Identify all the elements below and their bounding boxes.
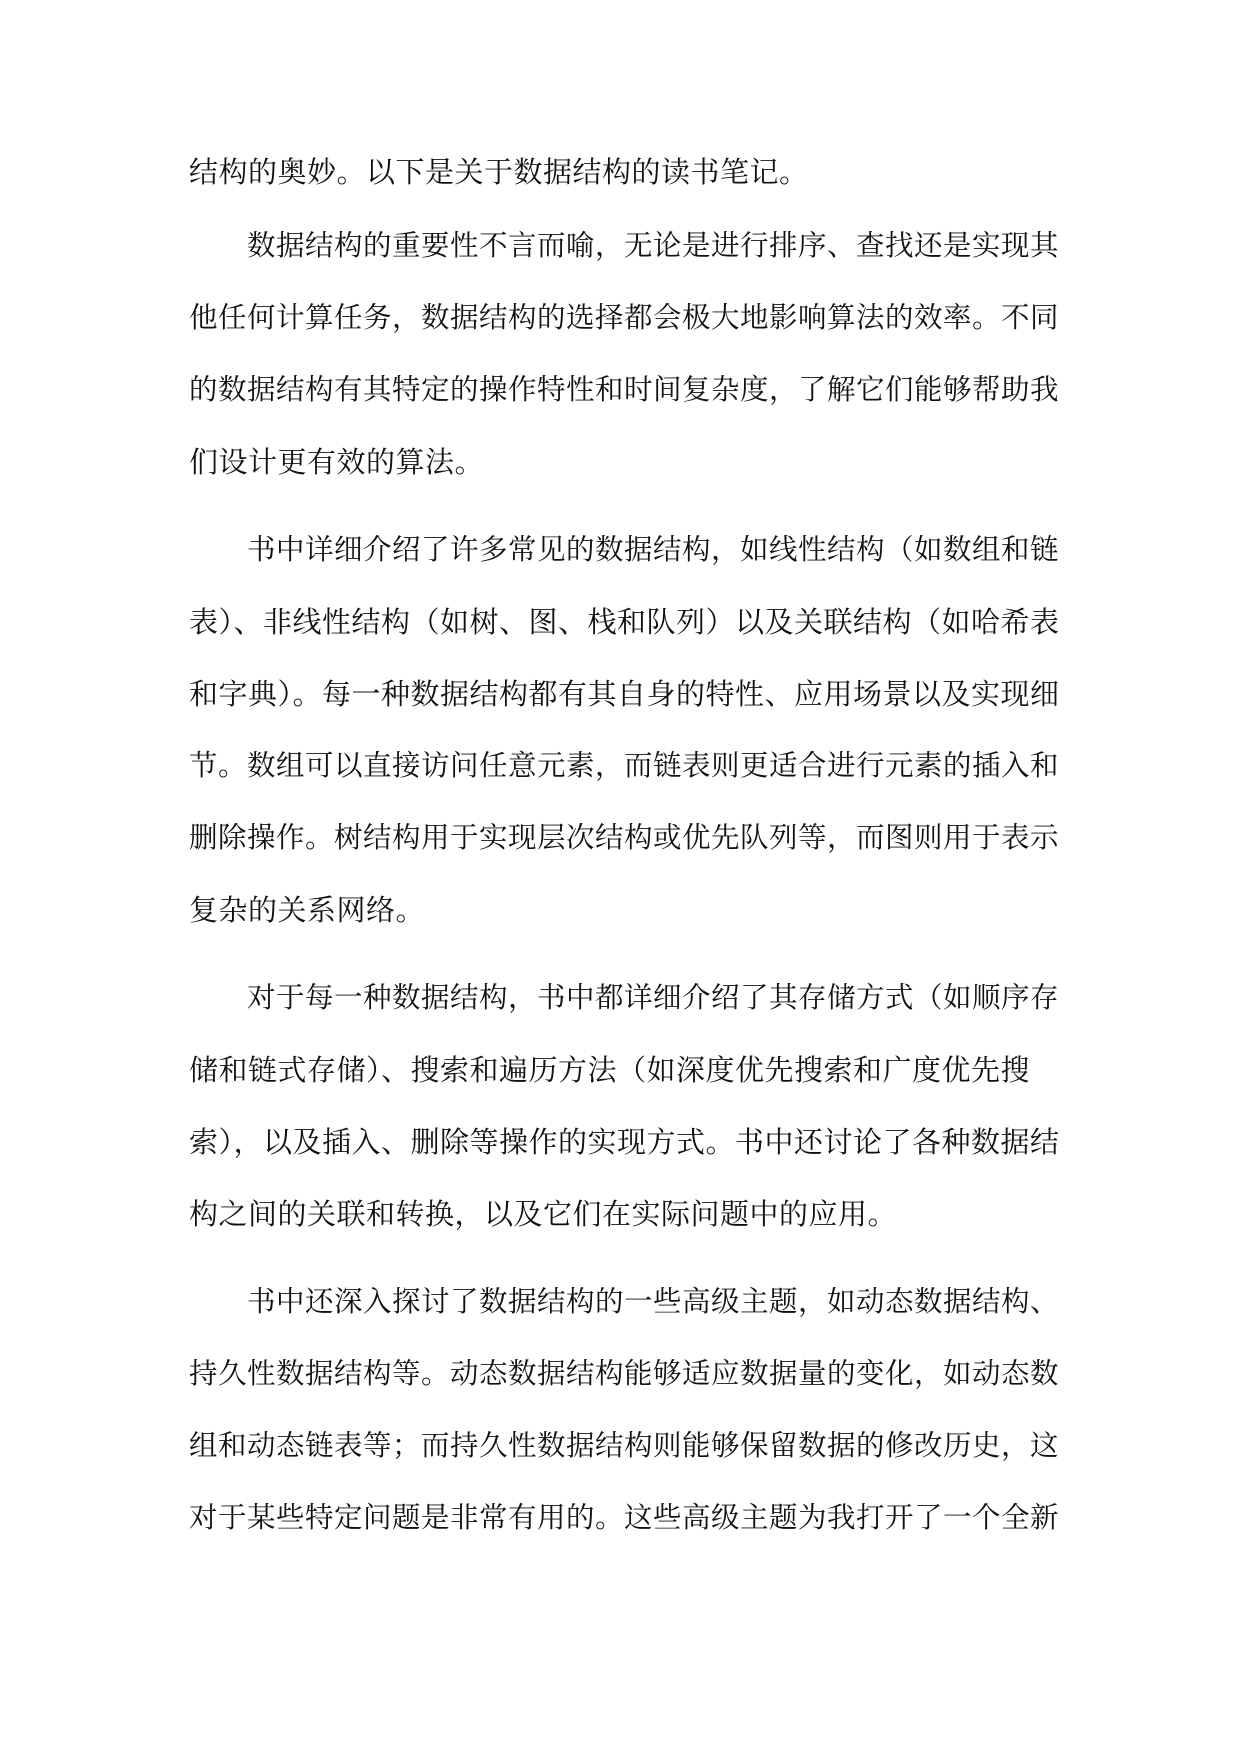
text-line: 表）、非线性结构（如树、图、栈和队列）以及关联结构（如哈希表 (189, 605, 1060, 639)
text-line: 节。数组可以直接访问任意元素，而链表则更适合进行元素的插入和 (189, 749, 1060, 782)
text-line: 持久性数据结构等。动态数据结构能够适应数据量的变化，如动态数 (189, 1357, 1060, 1390)
text-line: 书中还深入探讨了数据结构的一些高级主题，如动态数据结构、 (247, 1285, 1060, 1318)
text-line: 组和动态链表等；而持久性数据结构则能够保留数据的修改历史，这 (189, 1429, 1060, 1462)
text-line: 删除操作。树结构用于实现层次结构或优先队列等，而图则用于表示 (189, 821, 1060, 854)
text-line: 数据结构的重要性不言而喻，无论是进行排序、查找还是实现其 (247, 229, 1060, 262)
text-line: 对于每一种数据结构，书中都详细介绍了其存储方式（如顺序存 (247, 981, 1060, 1014)
text-line: 复杂的关系网络。 (189, 893, 426, 927)
text-line: 结构的奥妙。以下是关于数据结构的读书笔记。 (189, 155, 809, 189)
text-line: 储和链式存储）、搜索和遍历方法（如深度优先搜索和广度优先搜 (189, 1053, 1031, 1087)
text-line: 他任何计算任务，数据结构的选择都会极大地影响算法的效率。不同 (189, 301, 1060, 334)
text-line: 书中详细介绍了许多常见的数据结构，如线性结构（如数组和链 (247, 533, 1060, 566)
text-line: 对于某些特定问题是非常有用的。这些高级主题为我打开了一个全新 (189, 1501, 1060, 1534)
text-line: 们设计更有效的算法。 (189, 445, 485, 479)
text-line: 构之间的关联和转换，以及它们在实际问题中的应用。 (189, 1197, 898, 1231)
text-line: 的数据结构有其特定的操作特性和时间复杂度，了解它们能够帮助我 (189, 373, 1060, 406)
text-line: 和字典）。每一种数据结构都有其自身的特性、应用场景以及实现细 (189, 677, 1060, 711)
text-line: 索），以及插入、删除等操作的实现方式。书中还讨论了各种数据结 (189, 1125, 1060, 1159)
